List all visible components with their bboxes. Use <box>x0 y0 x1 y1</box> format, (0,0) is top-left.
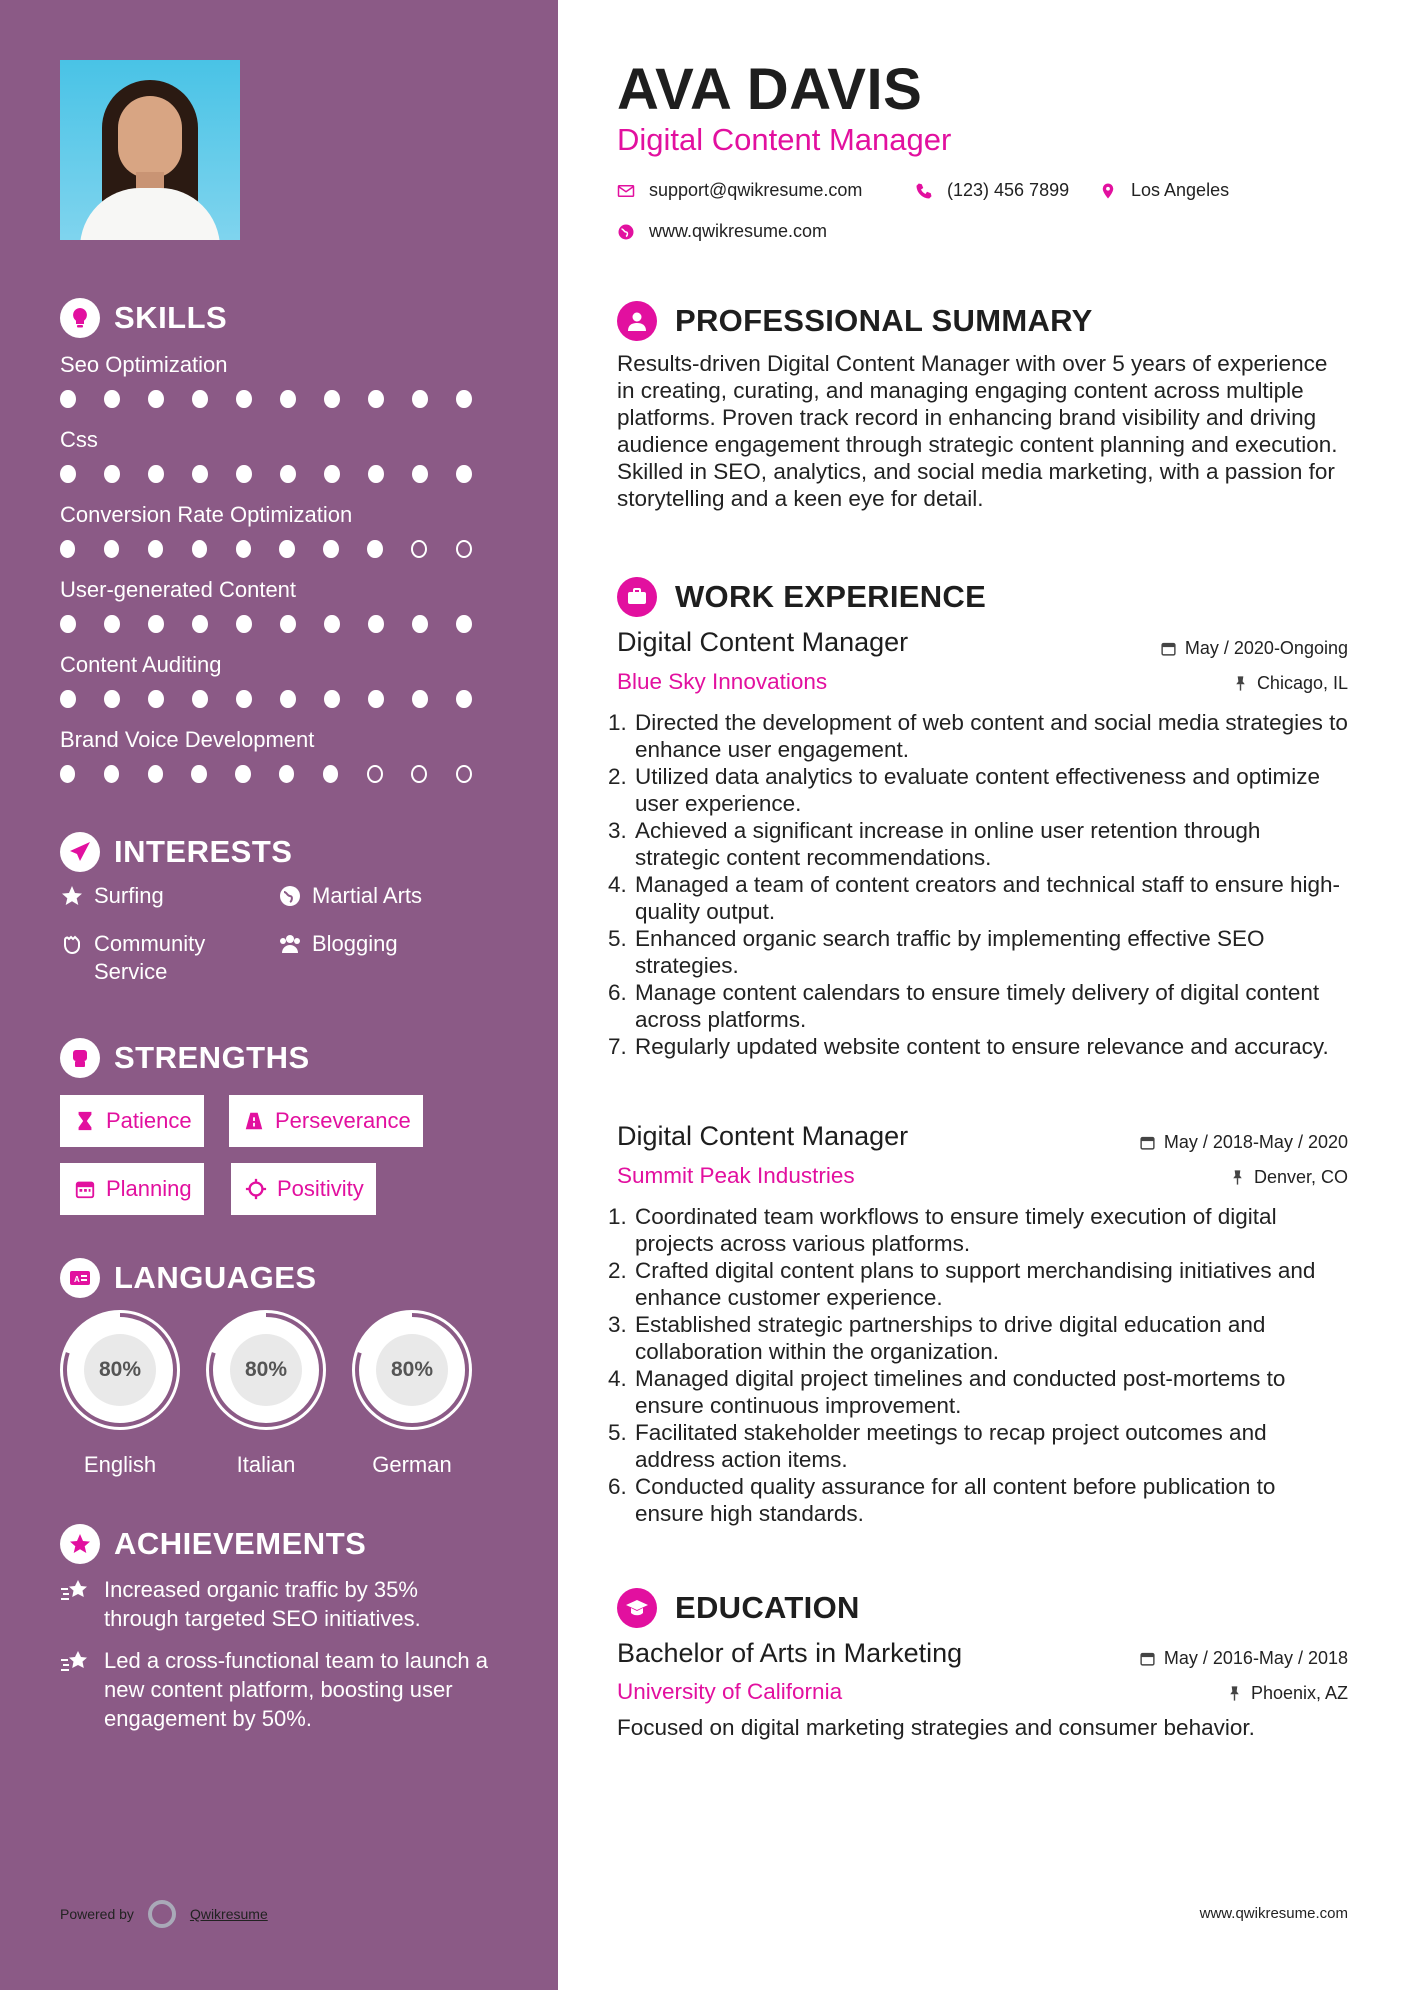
skills-title: SKILLS <box>114 300 228 335</box>
skill-rating <box>60 615 500 635</box>
rating-dot-filled <box>192 390 208 408</box>
globe-icon <box>617 223 635 241</box>
strengths-heading <box>60 1038 310 1078</box>
education-heading <box>617 1588 860 1628</box>
skill-item <box>60 575 500 635</box>
phone-icon <box>915 182 933 200</box>
strength-label: Planning <box>106 1176 192 1201</box>
rating-dot-filled <box>60 390 76 408</box>
skill-rating <box>60 690 500 710</box>
rating-dot-filled <box>148 615 164 633</box>
interests-heading <box>60 832 292 872</box>
skills-heading <box>60 298 227 338</box>
skill-name: Conversion Rate Optimization <box>60 502 353 527</box>
rating-dot-filled <box>104 690 120 708</box>
bullet-number: 4. <box>608 872 627 897</box>
achievement-text: Led a cross-functional team to launch a new content platform, boosting user engagement by 50%. <box>104 1648 489 1731</box>
interest-label: Surfing <box>94 883 164 908</box>
rating-dot-filled <box>456 390 472 408</box>
rating-dot-filled <box>148 690 164 708</box>
powered-by <box>60 1900 268 1928</box>
candidate-title: Digital Content Manager <box>617 122 952 157</box>
pushpin-icon <box>1229 1169 1246 1186</box>
interests-title: INTERESTS <box>114 834 293 869</box>
calendar-icon <box>1139 1134 1156 1151</box>
contact-location <box>1099 180 1229 201</box>
job-location <box>1232 673 1348 694</box>
job-role: Digital Content Manager <box>617 627 909 657</box>
bullet-number: 1. <box>608 710 627 735</box>
skill-item <box>60 425 500 485</box>
language-card-icon <box>60 1258 100 1298</box>
language-name: Italian <box>236 1452 296 1477</box>
calendar-icon <box>1139 1650 1156 1667</box>
user-icon <box>617 301 657 341</box>
job-dates-text: May / 2018-May / 2020 <box>1163 1132 1348 1152</box>
bullet-text: Enhanced organic search traffic by implementing effective SEO strategies. <box>635 926 1265 978</box>
job-bullet <box>608 709 1348 763</box>
rating-dot-filled <box>192 690 208 708</box>
calendar-icon <box>74 1178 96 1200</box>
strength-label: Perseverance <box>275 1108 411 1133</box>
education-school: University of California <box>617 1679 843 1704</box>
job-bullet <box>608 1365 1348 1419</box>
rating-dot-filled <box>368 615 384 633</box>
job-location-text: Denver, CO <box>1253 1167 1348 1187</box>
users-icon <box>278 932 302 956</box>
rating-dot-filled <box>323 540 338 558</box>
rating-dot-filled <box>412 390 428 408</box>
road-icon <box>243 1110 265 1132</box>
phone-text: (123) 456 7899 <box>947 180 1070 200</box>
job-dates-text: May / 2020-Ongoing <box>1184 638 1348 658</box>
summary-title: PROFESSIONAL SUMMARY <box>675 303 1093 338</box>
job-bullet <box>608 925 1348 979</box>
interest-item <box>60 882 164 910</box>
bullet-number: 3. <box>608 1312 627 1337</box>
bullet-number: 4. <box>608 1366 627 1391</box>
skill-rating <box>60 765 500 785</box>
summary-heading <box>617 301 1093 341</box>
rating-dot-filled <box>192 615 208 633</box>
contact-website[interactable] <box>617 221 827 242</box>
rating-dot-filled <box>192 465 208 483</box>
rating-dot-filled <box>324 690 340 708</box>
job-dates <box>1160 638 1348 659</box>
rating-dot-filled <box>368 390 384 408</box>
hand-icon <box>60 932 84 956</box>
strength-label: Positivity <box>277 1176 364 1201</box>
rating-dot-filled <box>280 390 296 408</box>
envelope-icon <box>617 182 635 200</box>
languages-heading <box>60 1258 317 1298</box>
skill-item <box>60 350 500 410</box>
job-bullet <box>608 1473 1348 1527</box>
lightbulb-icon <box>60 298 100 338</box>
candidate-name: AVA DAVIS <box>617 57 923 122</box>
shooting-star-icon <box>60 1577 90 1605</box>
pushpin-icon <box>1232 675 1249 692</box>
interest-label: Community Service <box>94 931 206 984</box>
education-location-text: Phoenix, AZ <box>1250 1683 1348 1703</box>
rating-dot-filled <box>368 465 384 483</box>
strength-tag <box>60 1095 204 1147</box>
language-ring <box>204 1308 328 1432</box>
job-dates <box>1139 1132 1348 1153</box>
rating-dot-filled <box>148 765 163 783</box>
achievements-heading <box>60 1524 366 1564</box>
education-dates-text: May / 2016-May / 2018 <box>1163 1648 1348 1668</box>
interest-label: Blogging <box>312 931 398 956</box>
rating-dot-filled <box>279 765 294 783</box>
email-text: support@qwikresume.com <box>649 180 863 200</box>
language-item <box>58 1308 182 1478</box>
rating-dot-filled <box>148 465 164 483</box>
bullet-text: Directed the development of web content and social media strategies to enhance user engagement. <box>635 710 1348 762</box>
star-icon <box>60 884 84 908</box>
rating-dot-empty <box>456 540 472 558</box>
profile-photo <box>60 60 240 240</box>
job-bullet <box>608 1033 1348 1060</box>
rating-dot-filled <box>456 465 472 483</box>
paper-plane-icon <box>60 832 100 872</box>
achievement-item <box>60 1646 490 1733</box>
rating-dot-filled <box>104 765 119 783</box>
job-company: Blue Sky Innovations <box>617 669 828 694</box>
language-item <box>350 1308 474 1478</box>
bullet-text: Managed digital project timelines and conducted post-mortems to ensure continuous improvement. <box>635 1366 1286 1418</box>
location-text: Los Angeles <box>1131 180 1230 200</box>
svg-text:A: A <box>74 1275 81 1284</box>
rating-dot-filled <box>60 765 75 783</box>
rating-dot-filled <box>280 690 296 708</box>
rating-dot-filled <box>367 540 382 558</box>
language-percent: 80% <box>390 1358 434 1381</box>
rating-dot-filled <box>324 615 340 633</box>
job-bullet <box>608 763 1348 817</box>
job-location <box>1229 1167 1348 1188</box>
rating-dot-empty <box>456 765 472 783</box>
education-title: EDUCATION <box>675 1590 860 1625</box>
interest-item <box>278 882 422 910</box>
skill-name: User-generated Content <box>60 577 297 602</box>
rating-dot-filled <box>236 465 252 483</box>
bullet-number: 6. <box>608 1474 627 1499</box>
rating-dot-filled <box>324 465 340 483</box>
job-bullet <box>608 1203 1348 1257</box>
language-percent: 80% <box>244 1358 288 1381</box>
language-name: English <box>83 1452 157 1477</box>
bullet-text: Coordinated team workflows to ensure timely execution of digital projects across various platforms. <box>635 1204 1277 1256</box>
summary-text: Results-driven Digital Content Manager with over 5 years of experience in creating, curating, and managing engaging content across multiple platforms. Proven track record in enhancing brand visibility and driving audience engagement through strategic content planning and execution. Skilled in SEO, analytics, and social media marketing, with a passion for storytelling and a keen eye for detail. <box>617 351 1338 511</box>
rating-dot-empty <box>411 540 427 558</box>
skill-item <box>60 725 500 785</box>
strengths-title: STRENGTHS <box>114 1040 310 1075</box>
bullet-number: 6. <box>608 980 627 1005</box>
rating-dot-filled <box>148 390 164 408</box>
language-percent: 80% <box>98 1358 142 1381</box>
work-heading <box>617 577 986 617</box>
rating-dot-filled <box>60 690 76 708</box>
bullet-number: 3. <box>608 818 627 843</box>
work-title: WORK EXPERIENCE <box>675 579 987 614</box>
rating-dot-filled <box>323 765 338 783</box>
rating-dot-filled <box>236 540 251 558</box>
strength-tag <box>231 1163 376 1215</box>
job-bullet <box>608 871 1348 925</box>
rating-dot-filled <box>279 540 294 558</box>
achievement-text: Increased organic traffic by 35% through targeted SEO initiatives. <box>104 1577 421 1631</box>
strength-label: Patience <box>106 1108 192 1133</box>
rating-dot-filled <box>236 615 252 633</box>
languages-title: LANGUAGES <box>114 1260 317 1295</box>
rating-dot-empty <box>411 765 427 783</box>
rating-dot-filled <box>236 690 252 708</box>
fist-icon <box>60 1038 100 1078</box>
job-role: Digital Content Manager <box>617 1121 909 1151</box>
briefcase-icon <box>617 577 657 617</box>
rating-dot-filled <box>104 540 119 558</box>
bullet-text: Manage content calendars to ensure timely delivery of digital content across platforms. <box>635 980 1320 1032</box>
achievement-item <box>60 1575 490 1633</box>
powered-by-label: Powered by <box>60 1906 134 1922</box>
bullet-text: Utilized data analytics to evaluate content effectiveness and optimize user experience. <box>635 764 1320 816</box>
bullet-number: 2. <box>608 1258 627 1283</box>
education-location <box>1226 1683 1348 1704</box>
footer-website[interactable]: www.qwikresume.com <box>1199 1905 1348 1922</box>
sidebar <box>0 0 558 1990</box>
skill-name: Brand Voice Development <box>60 727 315 752</box>
job-bullet <box>608 1257 1348 1311</box>
job-location-text: Chicago, IL <box>1256 673 1348 693</box>
rating-dot-filled <box>280 615 296 633</box>
bullet-number: 5. <box>608 926 627 951</box>
language-ring <box>58 1308 182 1432</box>
rating-dot-filled <box>191 765 206 783</box>
globe-icon <box>278 884 302 908</box>
bullet-number: 5. <box>608 1420 627 1445</box>
bullet-number: 1. <box>608 1204 627 1229</box>
contact-email[interactable] <box>617 180 862 201</box>
strength-tag <box>60 1163 204 1215</box>
rating-dot-filled <box>236 390 252 408</box>
bullet-text: Regularly updated website content to ensure relevance and accuracy. <box>635 1034 1329 1059</box>
bullet-text: Achieved a significant increase in online user retention through strategic content recommendations. <box>635 818 1261 870</box>
skill-name: Seo Optimization <box>60 352 228 377</box>
graduation-icon <box>617 1588 657 1628</box>
qwikresume-logo-icon <box>148 1900 176 1928</box>
shooting-star-icon <box>60 1648 90 1676</box>
contact-phone[interactable] <box>915 180 1069 201</box>
strength-tag <box>229 1095 423 1147</box>
rating-dot-filled <box>235 765 250 783</box>
bullet-text: Established strategic partnerships to drive digital education and collaboration within the organization. <box>635 1312 1266 1364</box>
achievements-title: ACHIEVEMENTS <box>114 1526 367 1561</box>
qwikresume-link[interactable]: Qwikresume <box>189 1906 268 1922</box>
rating-dot-filled <box>456 615 472 633</box>
language-name: German <box>372 1452 452 1477</box>
skill-rating <box>60 465 500 485</box>
website-text: www.qwikresume.com <box>649 221 828 241</box>
job-company: Summit Peak Industries <box>617 1163 855 1188</box>
bullet-number: 7. <box>608 1034 627 1059</box>
bullet-text: Managed a team of content creators and technical staff to ensure high-quality output. <box>635 872 1341 924</box>
job-bullets <box>608 709 1348 1060</box>
skill-item <box>60 500 500 560</box>
interest-item <box>278 930 398 958</box>
bullet-text: Facilitated stakeholder meetings to recap project outcomes and address action items. <box>635 1420 1267 1472</box>
bullet-text: Crafted digital content plans to support merchandising initiatives and enhance customer experience. <box>635 1258 1316 1310</box>
skill-item <box>60 650 500 710</box>
pushpin-icon <box>1226 1685 1243 1702</box>
education-dates <box>1139 1648 1348 1669</box>
rating-dot-filled <box>60 540 75 558</box>
rating-dot-empty <box>367 765 383 783</box>
job-bullet <box>608 1311 1348 1365</box>
calendar-icon <box>1160 640 1177 657</box>
rating-dot-filled <box>148 540 163 558</box>
map-pin-icon <box>1099 182 1117 200</box>
rating-dot-filled <box>412 690 428 708</box>
interest-label: Martial Arts <box>312 883 423 908</box>
rating-dot-filled <box>412 465 428 483</box>
bullet-number: 2. <box>608 764 627 789</box>
rating-dot-filled <box>456 690 472 708</box>
rating-dot-filled <box>324 390 340 408</box>
rating-dot-filled <box>104 615 120 633</box>
interest-item <box>60 930 240 986</box>
hourglass-icon <box>74 1110 96 1132</box>
rating-dot-filled <box>368 690 384 708</box>
rating-dot-filled <box>60 465 76 483</box>
skill-name: Css <box>60 427 98 452</box>
skill-rating <box>60 540 500 560</box>
job-bullets <box>608 1203 1348 1527</box>
star-badge-icon <box>60 1524 100 1564</box>
education-degree: Bachelor of Arts in Marketing <box>617 1638 963 1668</box>
sun-icon <box>245 1178 267 1200</box>
rating-dot-filled <box>104 465 120 483</box>
job-bullet <box>608 979 1348 1033</box>
skill-name: Content Auditing <box>60 652 222 677</box>
rating-dot-filled <box>412 615 428 633</box>
job-bullet <box>608 1419 1348 1473</box>
rating-dot-filled <box>104 390 120 408</box>
rating-dot-filled <box>280 465 296 483</box>
rating-dot-filled <box>60 615 76 633</box>
skill-rating <box>60 390 500 410</box>
bullet-text: Conducted quality assurance for all content before publication to ensure high standards. <box>635 1474 1276 1526</box>
education-description: Focused on digital marketing strategies and consumer behavior. <box>617 1715 1255 1740</box>
rating-dot-filled <box>192 540 207 558</box>
language-item <box>204 1308 328 1478</box>
job-bullet <box>608 817 1348 871</box>
language-ring <box>350 1308 474 1432</box>
